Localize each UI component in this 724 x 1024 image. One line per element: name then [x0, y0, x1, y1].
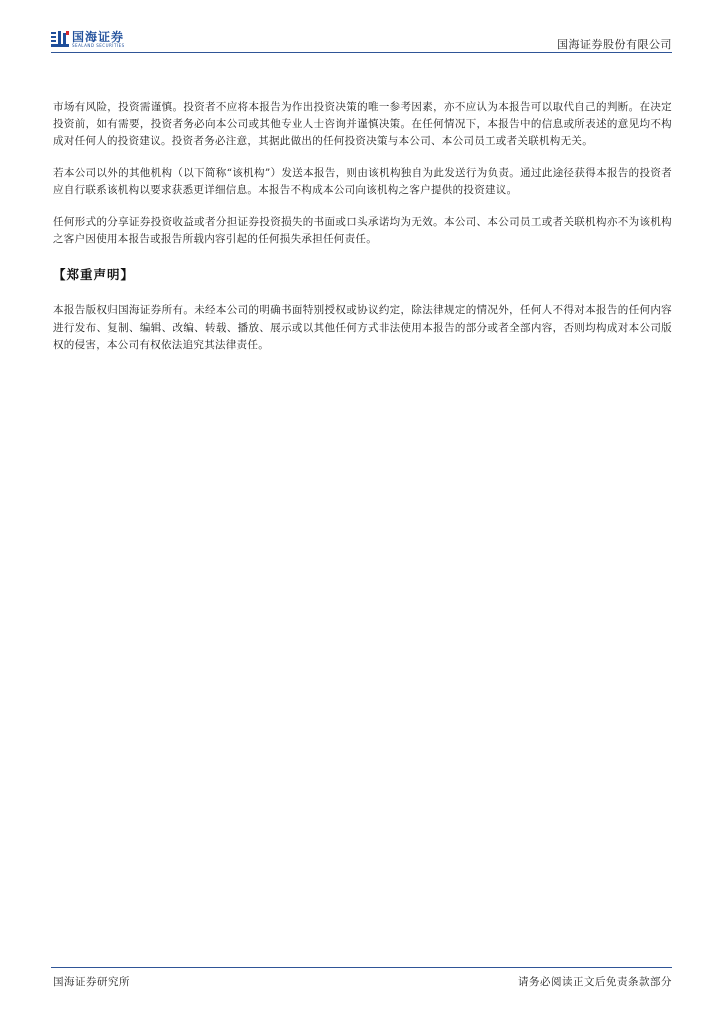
logo-chinese-text: 国海证券	[72, 30, 125, 44]
header-company-name: 国海证券股份有限公司	[557, 38, 672, 51]
paragraph-spacer	[53, 199, 672, 214]
footer-institute: 国海证券研究所	[53, 976, 130, 988]
paragraph-risk-warning: 市场有风险，投资需谨慎。投资者不应将本报告为作出投资决策的唯一参考因素，亦不应认为本报告可以取代自己的判断。在决定投资前，如有需要，投资者务必向本公司或其他专业人士咨询并谨慎决策。在任何情况下，本报告中的信息或所表述的意见均不构成对任何人的投资建议。投资者务必注意，其据此做出的任何投资决策与本公司、本公司员工或者关联机构无关。	[53, 101, 672, 148]
paragraph-third-party-distribution: 若本公司以外的其他机构（以下简称“该机构”）发送本报告，则由该机构独自为此发送行为负责。通过此途径获得本报告的投资者应自行联系该机构以要求获悉更详细信息。本报告不构成本公司向该机构之客户提供的投资建议。	[53, 166, 672, 196]
disclaimer-content	[53, 99, 672, 354]
sealand-logo-icon	[51, 31, 69, 48]
paragraph-spacer	[53, 151, 672, 165]
paragraph-copyright: 本报告版权归国海证券所有。未经本公司的明确书面特别授权或协议约定，除法律规定的情况外，任何人不得对本报告的任何内容进行发布、复制、编辑、改编、转载、播放、展示或以其他任何方式非法使用本报告的部分或者全部内容，否则均构成对本公司版权的侵害，本公司有权依法追究其法律责任。	[53, 304, 672, 351]
footer-disclaimer-notice: 请务必阅读正文后免责条款部分	[518, 976, 672, 988]
footer-divider	[51, 967, 672, 968]
paragraph-no-guarantee: 任何形式的分享证券投资收益或者分担证券投资损失的书面或口头承诺均为无效。本公司、本公司员工或者关联机构亦不为该机构之客户因使用本报告或报告所载内容引起的任何损失承担任何责任。	[53, 216, 672, 246]
section-title-solemn-statement: 【郑重声明】	[53, 267, 135, 283]
logo-english-text: SEALAND SECURITIES	[72, 43, 125, 48]
company-logo	[51, 31, 125, 48]
header-divider	[51, 52, 672, 53]
